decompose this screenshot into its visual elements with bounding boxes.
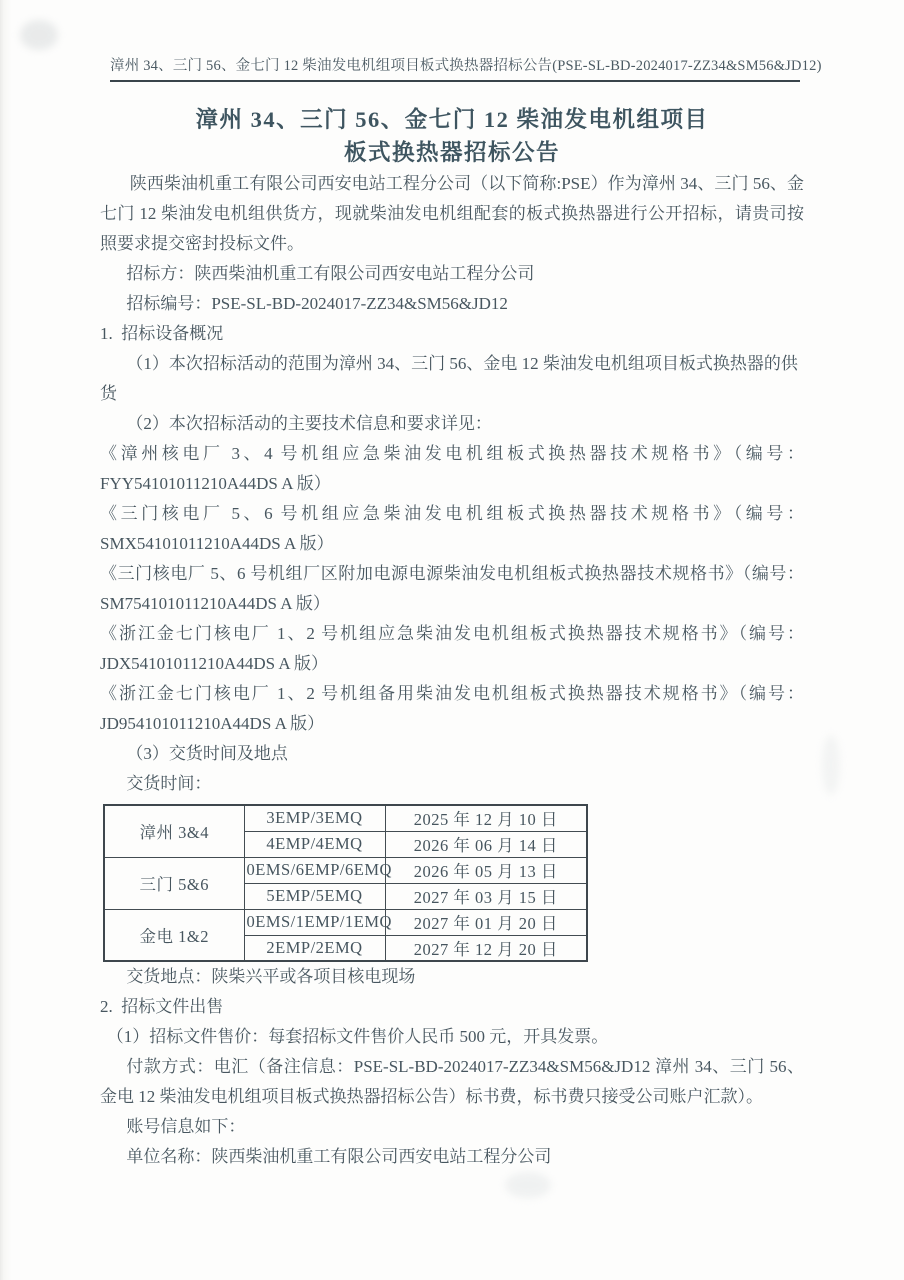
spec-document: 《三门核电厂 5、6 号机组应急柴油发电机组板式换热器技术规格书》（编号：SMX54101011210A44DS A 版） [100,504,804,553]
delivery-place-line: 交货地点：陕柴兴平或各项目核电现场 [126,967,416,986]
project-cell: 金电 1&2 [104,909,244,961]
page-header-text: 漳州 34、三门 56、金七门 12 柴油发电机组项目板式换热器招标公告(PSE-SL-BD-2024017-ZZ34&SM56&JD12) [110,58,822,74]
project-cell: 三门 5&6 [104,857,244,909]
date-cell: 2026 年 05 月 13 日 [385,857,587,883]
table-row [104,909,587,935]
table-row [104,857,587,883]
scan-artifact [20,20,58,50]
document-content [0,54,904,1172]
date-cell: 2027 年 12 月 20 日 [385,935,587,961]
tenderer-line: 招标方：陕西柴油机重工有限公司西安电站工程分公司 [126,264,535,283]
date-cell: 2027 年 01 月 20 日 [385,909,587,935]
delivery-time-label: 交货时间： [126,774,212,793]
section1-item2: （2）本次招标活动的主要技术信息和要求详见： [126,414,492,433]
payment-method-paragraph: 付款方式：电汇（备注信息：PSE-SL-BD-2024017-ZZ34&SM56&JD12 漳州 34、三门 56、金电 12 柴油发电机组项目板式换热器招标公告）标书费，标书费只接受公司账户汇款）。 [100,1057,804,1106]
document-title [100,103,804,169]
unit-cell: 2EMP/2EMQ [244,935,385,961]
document-title-line1: 漳州 34、三门 56、金七门 12 柴油发电机组项目 [195,107,709,132]
spec-document: 《漳州核电厂 3、4 号机组应急柴油发电机组板式换热器技术规格书》（编号：FYY54101011210A44DS A 版） [100,444,804,493]
page-header [110,54,822,82]
section2-heading: 2. 招标文件出售 [100,997,224,1016]
project-cell: 漳州 3&4 [104,805,244,857]
account-info-label: 账号信息如下： [126,1117,246,1136]
date-cell: 2026 年 06 月 14 日 [385,831,587,857]
date-cell: 2025 年 12 月 10 日 [385,805,587,831]
tender-number-line: 招标编号：PSE-SL-BD-2024017-ZZ34&SM56&JD12 [126,294,508,313]
company-name-line: 单位名称：陕西柴油机重工有限公司西安电站工程分公司 [126,1147,552,1166]
section1-item1: （1）本次招标活动的范围为漳州 34、三门 56、金电 12 柴油发电机组项目板式换热器的供货 [100,354,798,403]
date-cell: 2027 年 03 月 15 日 [385,883,587,909]
unit-cell: 0EMS/6EMP/6EMQ [244,857,385,883]
section1-heading: 1. 招标设备概况 [100,324,224,343]
spec-document: 《三门核电厂 5、6 号机组厂区附加电源电源柴油发电机组板式换热器技术规格书》（编号：SM754101011210A44DS A 版） [100,564,804,613]
spec-document: 《浙江金七门核电厂 1、2 号机组应急柴油发电机组板式换热器技术规格书》（编号：JDX54101011210A44DS A 版） [100,624,804,673]
spec-document: 《浙江金七门核电厂 1、2 号机组备用柴油发电机组板式换热器技术规格书》（编号：JD954101011210A44DS A 版） [100,684,804,733]
document-title-line2: 板式换热器招标公告 [343,140,560,165]
unit-cell: 3EMP/3EMQ [244,805,385,831]
section2-item1: （1）招标文件售价：每套招标文件售价人民币 500 元，开具发票。 [106,1027,609,1046]
table-row [104,805,587,831]
delivery-schedule-table [103,804,588,962]
intro-paragraph: 陕西柴油机重工有限公司西安电站工程分公司（以下简称:PSE）作为漳州 34、三门 56、金七门 12 柴油发电机组供货方，现就柴油发电机组配套的板式换热器进行公开招标，请贵司按照要求提交密封投标文件。 [100,174,804,253]
unit-cell: 4EMP/4EMQ [244,831,385,857]
section1-item3: （3）交货时间及地点 [126,744,288,763]
scan-artifact [505,1172,551,1198]
unit-cell: 0EMS/1EMP/1EMQ [244,909,385,935]
unit-cell: 5EMP/5EMQ [244,883,385,909]
